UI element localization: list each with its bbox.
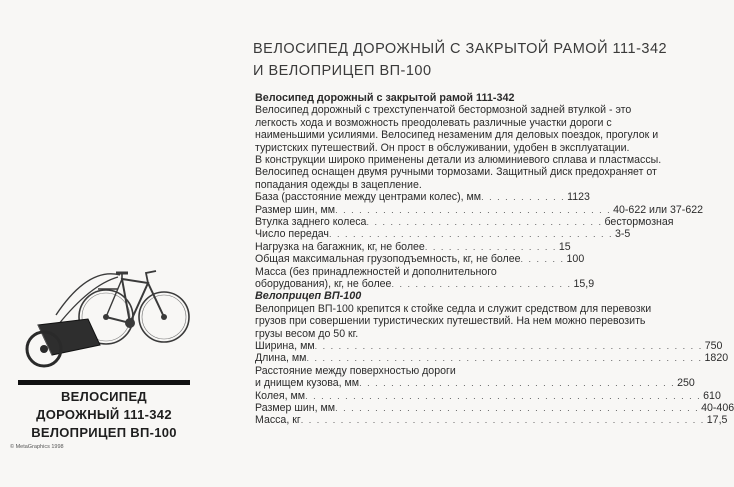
bicycle-with-trailer-illustration bbox=[18, 255, 190, 375]
spec-row bbox=[255, 352, 729, 365]
spec-label: Втулка заднего колеса bbox=[255, 216, 367, 229]
spec-label: оборудования), кг, не более bbox=[255, 278, 392, 290]
spec-value: 1123 bbox=[567, 191, 590, 204]
spec-label: Колея, мм bbox=[255, 389, 306, 402]
trailer-spec-list bbox=[255, 340, 734, 427]
spec-leader-dots: . . . . . . . . . . . . . . . . . bbox=[424, 241, 557, 252]
spec-row bbox=[255, 377, 695, 390]
spec-label: Ширина, мм bbox=[255, 340, 315, 353]
spec-value: 40-406 bbox=[701, 401, 734, 414]
spec-leader-dots: . . . . . . bbox=[520, 254, 565, 265]
spec-row bbox=[255, 216, 675, 228]
spec-leader-dots: . . . . . . . . . . . bbox=[481, 192, 566, 203]
bicycle-description-line: Велосипед оснащен двумя ручными тормозами. Защитный диск предохраняет от bbox=[255, 166, 657, 179]
spec-label: Размер шин, мм bbox=[255, 401, 336, 414]
caption-line-2: ДОРОЖНЫЙ 111-342 bbox=[36, 407, 172, 422]
bicycle-description-line: легкость хода и возможность преодолевать различные участки дороги с bbox=[255, 116, 612, 129]
spec-label: Число передач bbox=[255, 228, 329, 241]
spec-leader-dots: . . . . . . . . . . . . . . . . . . . . . . . . . . . . . . . . . . . . bbox=[328, 229, 613, 240]
spec-value: 1820 bbox=[704, 352, 729, 365]
spec-content bbox=[255, 92, 734, 427]
spec-label: База (расстояние между центрами колес), мм bbox=[255, 191, 482, 204]
spec-label: Размер шин, мм bbox=[255, 203, 336, 216]
spec-value: 15 bbox=[558, 240, 571, 253]
spec-leader-dots: . . . . . . . . . . . . . . . . . . . . . . . . . . . . . . . . . . . . . . . . . . . . . . . . . . bbox=[305, 390, 702, 401]
page-title bbox=[253, 38, 673, 82]
trailer-description-line: грузы весом до 50 кг. bbox=[255, 327, 359, 340]
spec-leader-dots: . . . . . . . . . . . . . . . . . . . . . . . . . . . . . . . . . . . . . . . . bbox=[359, 378, 676, 389]
spec-leader-dots: . . . . . . . . . . . . . . . . . . . . . . . . . . . . . . . . . . . . . . . . . . . . . . bbox=[335, 402, 700, 413]
spec-value: 610 bbox=[703, 389, 721, 402]
spec-row-clearance bbox=[255, 364, 695, 390]
spec-row bbox=[255, 389, 721, 402]
spec-row bbox=[255, 203, 704, 216]
spec-value: 17,5 bbox=[706, 414, 728, 427]
spec-row bbox=[255, 278, 675, 290]
spec-label: и днищем кузова, мм bbox=[255, 377, 360, 390]
spec-value: бестормозная bbox=[604, 216, 674, 229]
bicycle-description-line: попадания одежды в зацепление. bbox=[255, 178, 422, 191]
spec-row bbox=[255, 401, 734, 414]
caption-line-1: ВЕЛОСИПЕД bbox=[60, 389, 147, 404]
spec-leader-dots: . . . . . . . . . . . . . . . . . . . . . . . . . . . . . . . . . . . . . . . . . . . . . . . . . . bbox=[306, 353, 703, 364]
spec-row bbox=[255, 191, 675, 203]
bicycle-description-line: В конструкции широко применены детали из алюминиевого сплава и пластмассы. bbox=[255, 154, 662, 167]
copyright-notice: © MetaGraphics 1998 bbox=[10, 444, 64, 450]
spec-value: 250 bbox=[677, 377, 695, 390]
spec-row-mass bbox=[255, 266, 675, 291]
spec-label: Нагрузка на багажник, кг, не более bbox=[255, 240, 425, 253]
spec-row bbox=[255, 253, 675, 265]
trailer-description-line: Велоприцеп ВП-100 крепится к стойке седла и служит средством для перевозки bbox=[255, 302, 652, 315]
spec-leader-dots: . . . . . . . . . . . . . . . . . . . . . . . . . . . . . . bbox=[366, 217, 603, 228]
page-title-line-1: ВЕЛОСИПЕД ДОРОЖНЫЙ С ЗАКРЫТОЙ РАМОЙ 111-342 bbox=[253, 41, 668, 57]
spec-value: 15,9 bbox=[573, 278, 595, 290]
caption-line-3: ВЕЛОПРИЦЕП ВП-100 bbox=[31, 425, 177, 440]
bicycle-heading: Велосипед дорожный с закрытой рамой 111-342 bbox=[255, 92, 515, 104]
divider-bar bbox=[18, 380, 190, 385]
spec-row bbox=[255, 414, 728, 427]
spec-leader-dots: . . . . . . . . . . . . . . . . . . . . . . . . . . . . . . . . . . . bbox=[335, 204, 612, 215]
spec-row bbox=[255, 340, 723, 353]
bicycle-description-line: наименьшими усилиями. Велосипед незаменим для деловых поездок, прогулок и bbox=[255, 129, 659, 142]
page-title-line-2: И ВЕЛОПРИЦЕП ВП-100 bbox=[253, 63, 432, 79]
bicycle-description bbox=[255, 104, 675, 191]
trailer-description bbox=[255, 303, 675, 340]
spec-label: Общая максимальная грузоподъемность, кг, не более bbox=[255, 253, 521, 266]
spec-label: Масса, кг bbox=[255, 414, 301, 427]
spec-row bbox=[255, 228, 675, 240]
spec-value: 3-5 bbox=[615, 228, 631, 241]
trailer-heading: Велоприцеп ВП-100 bbox=[255, 290, 362, 303]
bicycle-description-line: туристских путешествий. Он прост в обслуживании, удобен в эксплуатации. bbox=[255, 141, 630, 154]
trailer-description-line: грузов при совершении туристических путешествий. На нем можно перевозить bbox=[255, 315, 646, 328]
spec-value: 40-622 или 37-622 bbox=[613, 203, 704, 216]
illustration-caption bbox=[18, 388, 190, 442]
spec-row bbox=[255, 241, 675, 253]
spec-leader-dots: . . . . . . . . . . . . . . . . . . . . . . . . . . . . . . . . . . . . . . . . . . . . . . . . . bbox=[314, 341, 703, 352]
spec-leader-dots: . . . . . . . . . . . . . . . . . . . . . . . bbox=[391, 279, 572, 289]
bicycle-description-line: Велосипед дорожный с трехступенчатой бестормозной задней втулкой - это bbox=[255, 104, 632, 117]
spec-leader-dots: . . . . . . . . . . . . . . . . . . . . . . . . . . . . . . . . . . . . . . . . . . . . . . . . . . . bbox=[300, 415, 705, 426]
spec-value: 750 bbox=[704, 340, 723, 353]
trailer bbox=[27, 319, 100, 366]
spec-label: Длина, мм bbox=[255, 352, 307, 365]
spec-label: Масса (без принадлежностей и дополнительного bbox=[255, 265, 497, 278]
spec-value: 100 bbox=[566, 253, 585, 266]
spec-label: Расстояние между поверхностью дороги bbox=[255, 364, 456, 377]
bicycle-spec-list bbox=[255, 191, 704, 290]
